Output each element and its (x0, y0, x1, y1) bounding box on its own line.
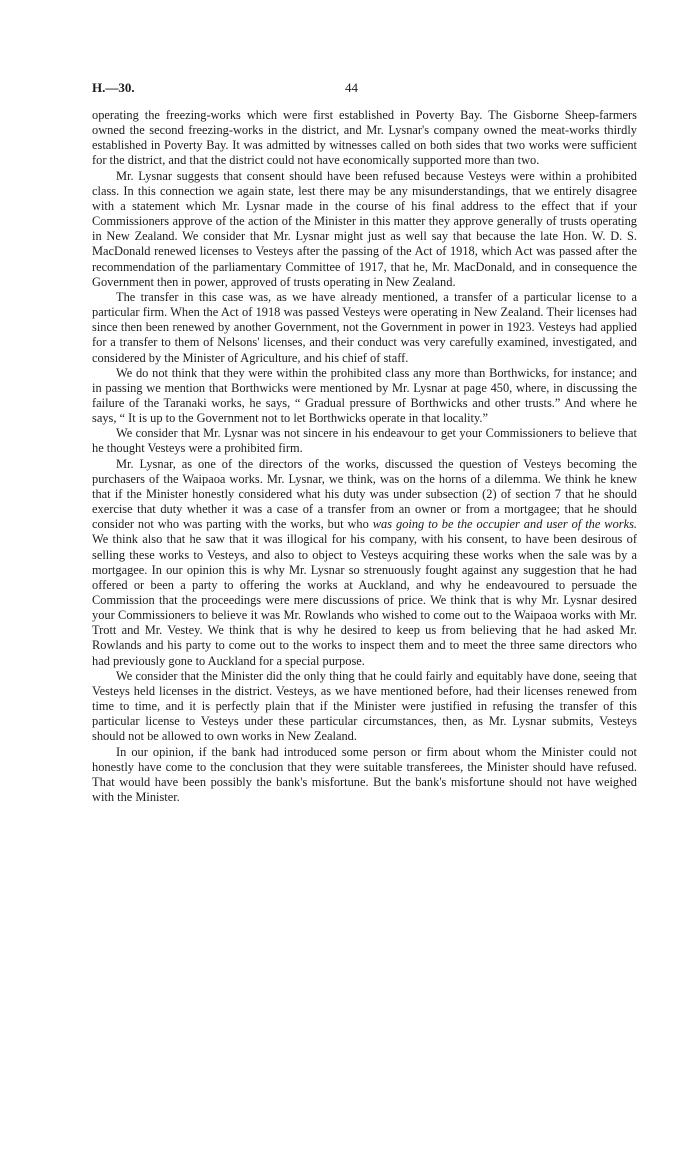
paragraph-6 (92, 457, 637, 669)
paragraph-text: In our opinion, if the bank had introduced some person or firm about whom the Minister could not honestly have come to the conclusion that they were suitable transferees, the Minister should have refused. That would have been possibly the bank's misfortune. But the bank's misfortune should not have weighed with the Minister. (92, 744, 637, 805)
paragraph-5 (92, 426, 637, 456)
paragraph-text: operating the freezing-works which were first established in Poverty Bay. The Gisborne Sheep-farmers owned the second freezing-works in the district, and Mr. Lysnar's company owned the meat-works thirdly established in Poverty Bay. It was admitted by witnesses called on both sides that two works were sufficient for the district, and that the district could not have economically supported more than two. (92, 108, 637, 168)
paragraph-3 (92, 290, 637, 366)
paragraph-8 (92, 745, 637, 806)
paragraph-text: Mr. Lysnar suggests that consent should have been refused because Vesteys were within a prohibited class. In this connection we again state, lest there may be any misunderstandings, that we entirely disagree with a statement which Mr. Lysnar made in the course of his final address to the effect that if your Commissioners approve of the action of the Minister in this matter they approve generally of trusts operating in New Zealand. We consider that Mr. Lysnar might just as well say that because the late Hon. W. D. S. MacDonald renewed licenses to Vesteys after the passing of the Act of 1918, which Act was passed after the recommendation of the parliamentary Committee of 1917, that he, Mr. MacDonald, and in consequence the Government then in power, approved of trusts operating in New Zealand. (92, 168, 637, 289)
paragraph-7 (92, 669, 637, 745)
paragraph-4 (92, 366, 637, 427)
document-reference: H.—30. (92, 80, 135, 95)
paragraph-text: We consider that Mr. Lysnar was not sincere in his endeavour to get your Commissioners to believe that he thought Vesteys were a prohibited firm. (92, 426, 637, 456)
paragraph-1 (92, 108, 637, 169)
paragraph-2 (92, 169, 637, 290)
page-number: 44 (345, 80, 358, 95)
page-header (92, 80, 637, 100)
paragraph-text: We think also that he saw that it was illogical for his company, with his consent, to have been desirous of selling these works to Vesteys, and also to object to Vesteys acquiring these works when the sale was by a mortgagee. In our opinion this is why Mr. Lysnar so strenuously fought against any suggestion that he had offered or been a party to offering the works at Auckland, and why he endeavoured to persuade the Commission that the proceedings were mere discussions of price. We think that is why Mr. Lysnar desired your Commissioners to believe it was Mr. Rowlands who wished to come out to the Waipaoa works with Mr. Trott and Mr. Vestey. We think that is why he desired to keep us from believing that he had asked Mr. Rowlands and his party to come out to the works to inspect them and to meet the three same directors who had previously gone to Auckland for a special purpose. (92, 532, 637, 668)
paragraph-text: The transfer in this case was, as we have already mentioned, a transfer of a particular license to a particular firm. When the Act of 1918 was passed Vesteys were operating in New Zealand. Their licenses had since then been renewed by another Government, not the Government in power in 1923. Vesteys had applied for a transfer to them of Nelsons' licenses, and their conduct was very carefully examined, investigated, and considered by the Minister of Agriculture, and his chief of staff. (92, 289, 637, 365)
italic-phrase: was going to be the occupier and user of the works. (372, 517, 638, 532)
paragraph-text: We consider that the Minister did the only thing that he could fairly and equitably have done, seeing that Vesteys held licenses in the district. Vesteys, as we have mentioned before, had their licenses renewed from time to time, and it is perfectly plain that if the Minister were justified in refusing the transfer of this particular license to Vesteys under these particular circumstances, then, as Mr. Lysnar submits, Vesteys should not be allowed to own works in New Zealand. (92, 668, 637, 744)
paragraph-text: Mr. Lysnar, as one of the directors of the works, discussed the question of Vesteys becoming the purchasers of the Waipaoa works. Mr. Lysnar, we think, was on the horns of a dilemma. We think he knew that if the Minister honestly considered what his duty was under subsection (2) of section 7 that he should exercise that duty whether it was a case of a transfer from an owner or from a mortgagee; that he should consider not who was parting with the works, but who (92, 456, 637, 532)
paragraph-text: We do not think that they were within the prohibited class any more than Borthwicks, for instance; and in passing we mention that Borthwicks were mentioned by Mr. Lysnar at page 450, where, in discussing the failure of the Taranaki works, he says, “ Gradual pressure of Borthwicks and other trusts.” And where he says, “ It is up to the Government not to let Borthwicks operate in that locality.” (92, 365, 637, 426)
body-text (92, 108, 637, 805)
